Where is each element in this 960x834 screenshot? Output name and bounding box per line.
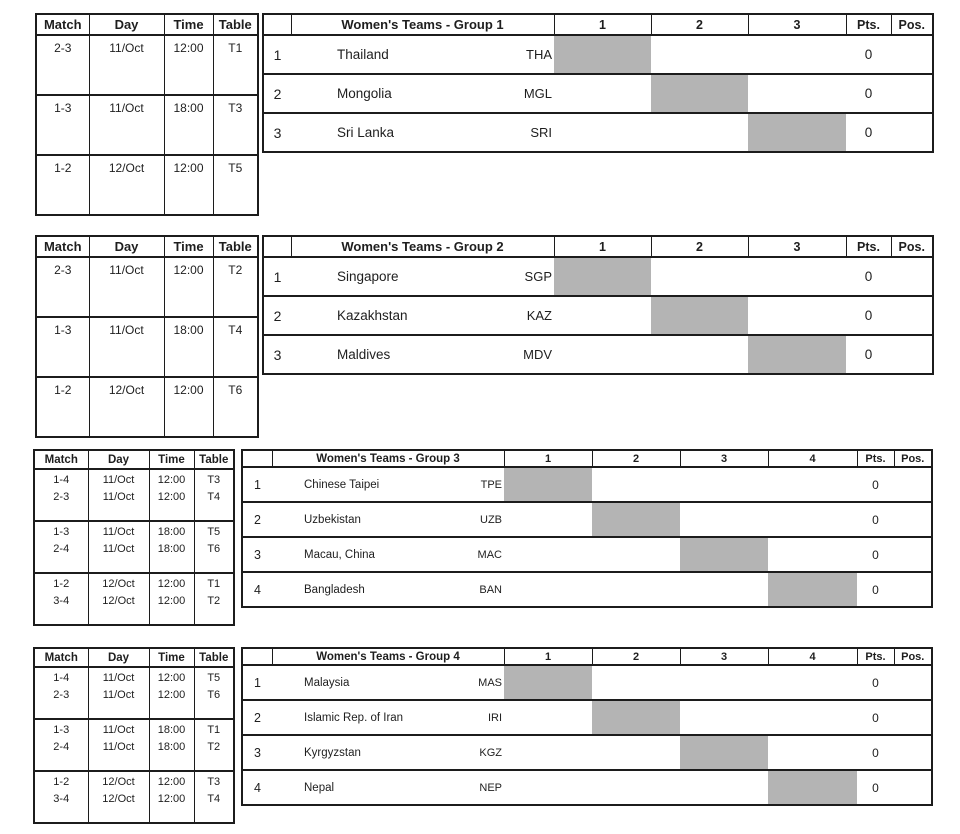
table-cell: T6 (213, 377, 258, 437)
table-cell: T2 (213, 257, 258, 317)
row-number-cell: 2 (242, 700, 272, 735)
schedule-block (36, 377, 258, 437)
self-match-cell (768, 572, 857, 607)
team-code: IRI (487, 711, 502, 724)
table-cell: T1 (213, 35, 258, 95)
match-result-cell (592, 770, 680, 805)
table-column-header: Table (194, 450, 234, 469)
points-cell: 0 (857, 572, 894, 607)
time-column-header: Time (149, 450, 194, 469)
team-row (242, 770, 932, 805)
table-cell: T5 T6 (194, 521, 234, 573)
match-result-cell (680, 665, 768, 700)
position-cell (894, 537, 932, 572)
match-cell: 2-3 (36, 257, 89, 317)
day-cell: 12/Oct 12/Oct (88, 771, 149, 823)
match-result-cell (592, 665, 680, 700)
day-cell: 11/Oct 11/Oct (88, 469, 149, 521)
points-cell: 0 (857, 502, 894, 537)
match-cell: 2-3 (36, 35, 89, 95)
match-result-cell (651, 113, 748, 152)
table-column-header: Table (213, 236, 258, 257)
schedule-header-row (34, 648, 234, 667)
team-code: KAZ (526, 308, 552, 323)
day-cell: 12/Oct 12/Oct (88, 573, 149, 625)
team-row (242, 665, 932, 700)
schedule-block (34, 573, 234, 625)
team-code: SRI (530, 125, 552, 140)
match-result-cell (651, 35, 748, 74)
round-column-header: 1 (554, 236, 651, 257)
match-result-cell (748, 296, 846, 335)
pts-column-header: Pts. (846, 14, 891, 35)
team-row (263, 113, 933, 152)
table-cell: T4 (213, 317, 258, 377)
self-match-cell (504, 467, 592, 502)
day-cell: 12/Oct (89, 155, 164, 215)
time-column-header: Time (164, 14, 213, 35)
day-cell: 11/Oct (89, 317, 164, 377)
round-column-header: 3 (680, 648, 768, 665)
team-code: SGP (524, 269, 552, 284)
self-match-cell (680, 537, 768, 572)
position-cell (894, 665, 932, 700)
match-result-cell (768, 665, 857, 700)
table-cell: T3 T4 (194, 469, 234, 521)
match-cell: 1-3 2-4 (34, 521, 88, 573)
standings-title: Women's Teams - Group 4 (272, 648, 504, 665)
team-cell (291, 35, 554, 74)
row-number-cell: 2 (242, 502, 272, 537)
schedule-header-row (36, 236, 258, 257)
team-cell (291, 113, 554, 152)
row-number-cell: 1 (242, 467, 272, 502)
team-name: Bangladesh (304, 583, 365, 596)
match-cell: 1-2 (36, 155, 89, 215)
match-cell: 1-4 2-3 (34, 469, 88, 521)
points-cell: 0 (846, 113, 891, 152)
team-name: Sri Lanka (337, 125, 395, 140)
day-cell: 11/Oct 11/Oct (88, 521, 149, 573)
match-result-cell (504, 770, 592, 805)
match-result-cell (748, 257, 846, 296)
team-name: Uzbekistan (304, 513, 361, 526)
time-cell: 18:00 (164, 95, 213, 155)
row-number-cell: 2 (263, 296, 291, 335)
schedule-block (34, 469, 234, 521)
table-cell: T5 T6 (194, 667, 234, 719)
team-code: MDV (523, 347, 552, 362)
team-code: THA (526, 47, 552, 62)
team-name: Nepal (304, 781, 335, 794)
table-cell: T5 (213, 155, 258, 215)
match-result-cell (504, 735, 592, 770)
team-code: TPE (480, 478, 502, 491)
self-match-cell (592, 700, 680, 735)
standings-header-row (263, 14, 933, 35)
team-code: UZB (480, 513, 502, 526)
round-column-header: 3 (748, 14, 846, 35)
team-row (242, 572, 932, 607)
points-cell: 0 (846, 296, 891, 335)
match-result-cell (748, 74, 846, 113)
points-cell: 0 (857, 537, 894, 572)
points-cell: 0 (857, 735, 894, 770)
team-name: Islamic Rep. of Iran (304, 711, 404, 724)
day-cell: 11/Oct (89, 257, 164, 317)
row-number-cell: 1 (263, 257, 291, 296)
row-number-cell: 3 (242, 537, 272, 572)
position-cell (891, 296, 933, 335)
team-row (263, 257, 933, 296)
time-cell: 12:00 (164, 155, 213, 215)
day-cell: 12/Oct (89, 377, 164, 437)
position-cell (891, 335, 933, 374)
team-name: Macau, China (304, 548, 375, 561)
match-result-cell (680, 467, 768, 502)
standings-header-row (242, 648, 932, 665)
time-column-header: Time (149, 648, 194, 667)
match-result-cell (554, 335, 651, 374)
team-code: MAC (477, 548, 502, 561)
time-cell: 12:00 12:00 (149, 771, 194, 823)
match-cell: 1-2 3-4 (34, 771, 88, 823)
row-number-cell: 3 (242, 735, 272, 770)
self-match-cell (680, 735, 768, 770)
match-result-cell (554, 296, 651, 335)
team-cell (272, 467, 504, 502)
team-name: Chinese Taipei (304, 478, 380, 491)
team-cell (272, 537, 504, 572)
points-cell: 0 (857, 770, 894, 805)
row-number-cell: 1 (242, 665, 272, 700)
day-cell: 11/Oct (89, 95, 164, 155)
day-column-header: Day (89, 236, 164, 257)
match-result-cell (592, 537, 680, 572)
match-column-header: Match (34, 450, 88, 469)
match-result-cell (592, 572, 680, 607)
match-result-cell (768, 467, 857, 502)
team-cell (272, 700, 504, 735)
team-row (242, 502, 932, 537)
table-cell: T3 T4 (194, 771, 234, 823)
round-column-header: 4 (768, 648, 857, 665)
team-name: Mongolia (337, 86, 392, 101)
time-cell: 18:00 18:00 (149, 719, 194, 771)
group-1-standings-table (262, 13, 934, 153)
self-match-cell (651, 74, 748, 113)
team-name: Singapore (337, 269, 399, 284)
match-column-header: Match (36, 14, 89, 35)
time-column-header: Time (164, 236, 213, 257)
day-cell: 11/Oct (89, 35, 164, 95)
row-number-cell: 1 (263, 35, 291, 74)
corner-cell (242, 648, 272, 665)
match-result-cell (768, 735, 857, 770)
position-cell (891, 35, 933, 74)
match-result-cell (680, 572, 768, 607)
schedule-block (34, 521, 234, 573)
match-result-cell (768, 537, 857, 572)
self-match-cell (748, 335, 846, 374)
round-column-header: 1 (504, 450, 592, 467)
schedule-block (36, 317, 258, 377)
position-cell (894, 467, 932, 502)
schedule-block (34, 771, 234, 823)
group-1-schedule-table (35, 13, 259, 216)
position-cell (891, 257, 933, 296)
row-number-cell: 4 (242, 770, 272, 805)
position-cell (894, 770, 932, 805)
match-result-cell (768, 700, 857, 735)
day-column-header: Day (88, 648, 149, 667)
team-code: MGL (523, 86, 552, 101)
match-result-cell (504, 502, 592, 537)
team-cell (272, 665, 504, 700)
time-cell: 12:00 12:00 (149, 469, 194, 521)
time-cell: 18:00 (164, 317, 213, 377)
points-cell: 0 (846, 74, 891, 113)
team-name: Thailand (337, 47, 389, 62)
table-column-header: Table (213, 14, 258, 35)
match-result-cell (592, 735, 680, 770)
match-result-cell (592, 467, 680, 502)
corner-cell (263, 236, 291, 257)
match-column-header: Match (36, 236, 89, 257)
row-number-cell: 2 (263, 74, 291, 113)
match-result-cell (554, 113, 651, 152)
points-cell: 0 (846, 257, 891, 296)
position-cell (894, 502, 932, 537)
day-cell: 11/Oct 11/Oct (88, 719, 149, 771)
points-cell: 0 (857, 665, 894, 700)
self-match-cell (554, 35, 651, 74)
group-3-standings-table (241, 449, 933, 608)
team-cell (291, 74, 554, 113)
match-result-cell (651, 335, 748, 374)
pos-column-header: Pos. (894, 648, 932, 665)
time-cell: 12:00 (164, 377, 213, 437)
round-column-header: 2 (592, 450, 680, 467)
team-code: BAN (479, 583, 502, 596)
table-cell: T1 T2 (194, 719, 234, 771)
corner-cell (263, 14, 291, 35)
round-column-header: 4 (768, 450, 857, 467)
time-cell: 12:00 (164, 257, 213, 317)
standings-header-row (242, 450, 932, 467)
schedule-block (36, 35, 258, 95)
day-column-header: Day (88, 450, 149, 469)
match-result-cell (504, 537, 592, 572)
match-cell: 1-3 2-4 (34, 719, 88, 771)
day-column-header: Day (89, 14, 164, 35)
position-cell (894, 700, 932, 735)
match-result-cell (554, 74, 651, 113)
round-column-header: 1 (504, 648, 592, 665)
team-row (242, 735, 932, 770)
match-result-cell (768, 502, 857, 537)
schedule-block (36, 155, 258, 215)
round-column-header: 2 (651, 236, 748, 257)
position-cell (891, 113, 933, 152)
team-row (263, 35, 933, 74)
match-result-cell (748, 35, 846, 74)
pos-column-header: Pos. (891, 236, 933, 257)
group-4-schedule-table (33, 647, 235, 824)
points-cell: 0 (846, 335, 891, 374)
match-result-cell (680, 502, 768, 537)
group-3-schedule-table (33, 449, 235, 626)
pts-column-header: Pts. (857, 648, 894, 665)
team-cell (291, 335, 554, 374)
points-cell: 0 (857, 467, 894, 502)
round-column-header: 1 (554, 14, 651, 35)
self-match-cell (554, 257, 651, 296)
row-number-cell: 3 (263, 335, 291, 374)
team-row (263, 296, 933, 335)
match-cell: 1-2 (36, 377, 89, 437)
group-4-standings-table (241, 647, 933, 806)
self-match-cell (504, 665, 592, 700)
self-match-cell (651, 296, 748, 335)
time-cell: 12:00 12:00 (149, 667, 194, 719)
match-column-header: Match (34, 648, 88, 667)
position-cell (894, 735, 932, 770)
team-code: KGZ (479, 746, 502, 759)
standings-title: Women's Teams - Group 2 (291, 236, 554, 257)
round-column-header: 2 (651, 14, 748, 35)
team-cell (291, 257, 554, 296)
team-cell (272, 502, 504, 537)
schedule-block (34, 719, 234, 771)
corner-cell (242, 450, 272, 467)
standings-title: Women's Teams - Group 3 (272, 450, 504, 467)
self-match-cell (768, 770, 857, 805)
team-cell (272, 735, 504, 770)
team-cell (272, 572, 504, 607)
team-row (242, 700, 932, 735)
team-row (242, 467, 932, 502)
position-cell (891, 74, 933, 113)
match-cell: 1-3 (36, 95, 89, 155)
self-match-cell (592, 502, 680, 537)
schedule-block (36, 257, 258, 317)
round-column-header: 2 (592, 648, 680, 665)
schedule-block (34, 667, 234, 719)
match-cell: 1-2 3-4 (34, 573, 88, 625)
pts-column-header: Pts. (857, 450, 894, 467)
team-row (242, 537, 932, 572)
group-2-schedule-table (35, 235, 259, 438)
match-result-cell (504, 572, 592, 607)
match-result-cell (651, 257, 748, 296)
table-column-header: Table (194, 648, 234, 667)
table-cell: T1 T2 (194, 573, 234, 625)
time-cell: 12:00 12:00 (149, 573, 194, 625)
round-column-header: 3 (748, 236, 846, 257)
match-result-cell (680, 770, 768, 805)
schedule-block (36, 95, 258, 155)
group-2-standings-table (262, 235, 934, 375)
schedule-header-row (34, 450, 234, 469)
team-row (263, 335, 933, 374)
pos-column-header: Pos. (891, 14, 933, 35)
team-name: Malaysia (304, 676, 350, 689)
team-row (263, 74, 933, 113)
day-cell: 11/Oct 11/Oct (88, 667, 149, 719)
pos-column-header: Pos. (894, 450, 932, 467)
time-cell: 12:00 (164, 35, 213, 95)
team-cell (272, 770, 504, 805)
self-match-cell (748, 113, 846, 152)
team-code: MAS (478, 676, 502, 689)
team-name: Kyrgyzstan (304, 746, 361, 759)
row-number-cell: 3 (263, 113, 291, 152)
table-cell: T3 (213, 95, 258, 155)
team-code: NEP (479, 781, 502, 794)
standings-header-row (263, 236, 933, 257)
standings-title: Women's Teams - Group 1 (291, 14, 554, 35)
match-cell: 1-4 2-3 (34, 667, 88, 719)
pts-column-header: Pts. (846, 236, 891, 257)
row-number-cell: 4 (242, 572, 272, 607)
points-cell: 0 (846, 35, 891, 74)
points-cell: 0 (857, 700, 894, 735)
time-cell: 18:00 18:00 (149, 521, 194, 573)
team-name: Maldives (337, 347, 391, 362)
match-cell: 1-3 (36, 317, 89, 377)
round-column-header: 3 (680, 450, 768, 467)
team-name: Kazakhstan (337, 308, 408, 323)
schedule-header-row (36, 14, 258, 35)
position-cell (894, 572, 932, 607)
match-result-cell (680, 700, 768, 735)
match-result-cell (504, 700, 592, 735)
team-cell (291, 296, 554, 335)
